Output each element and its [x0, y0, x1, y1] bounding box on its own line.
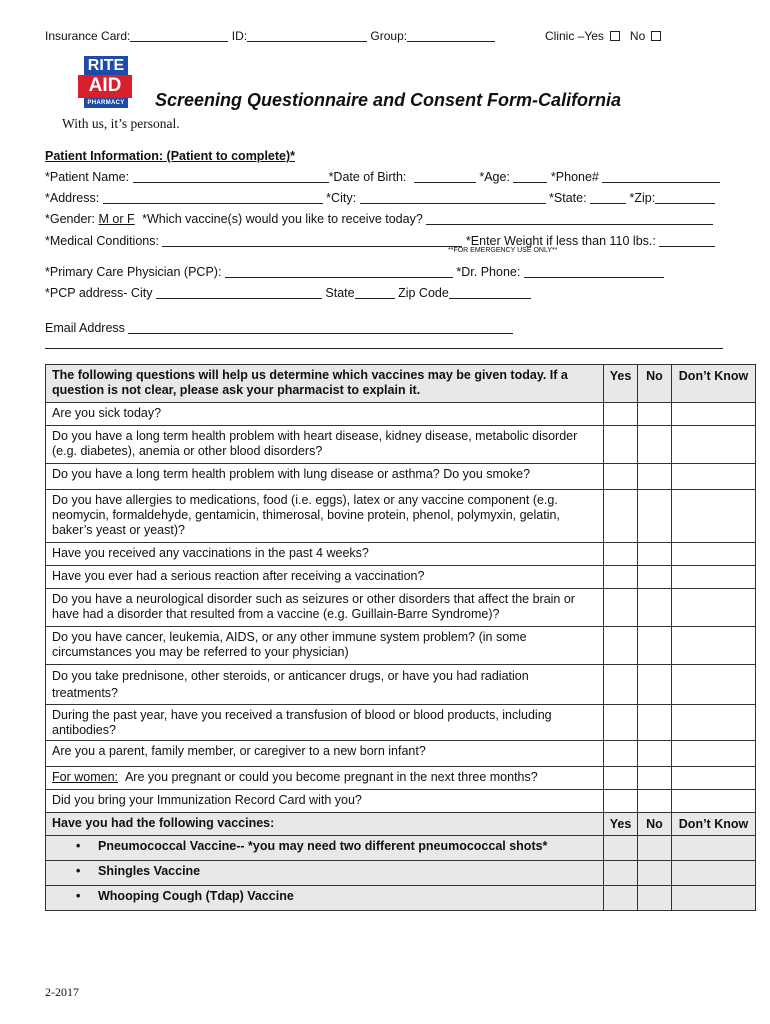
answer-dont-know-cell[interactable]	[672, 836, 756, 861]
bullet-icon: •	[76, 889, 81, 903]
question-text: Do you have allergies to medications, food (i.e. eggs), latex or any vaccine component (e.g. neomycin, formaldehyde, gentamicin, thimerosal, bovine protein, phenol, polymyxin, gelatin, baker’s yeast or yeast)?	[46, 490, 604, 543]
pcp-state-field[interactable]	[355, 287, 395, 299]
answer-yes-cell[interactable]	[604, 464, 638, 490]
women-label: For women:	[52, 770, 118, 784]
clinic-no-checkbox[interactable]	[651, 31, 661, 41]
patient-name-label: *Patient Name:	[45, 170, 130, 184]
answer-dont-know-cell[interactable]	[672, 403, 756, 426]
email-field[interactable]	[128, 322, 513, 334]
table-row	[46, 741, 756, 767]
clinic-no-label: No	[629, 29, 646, 43]
question-text: Are you sick today?	[46, 403, 604, 426]
insurance-field[interactable]	[130, 29, 228, 42]
group-label: Group:	[370, 29, 408, 43]
clinic-yes-checkbox[interactable]	[610, 31, 620, 41]
row-gender	[45, 212, 713, 226]
weight-label: *Enter Weight if less than 110 lbs.:	[465, 234, 656, 248]
vaccine-label: *Which vaccine(s) would you like to receive today?	[142, 212, 423, 226]
answer-no-cell[interactable]	[638, 790, 672, 813]
question-text: Do you take prednisone, other steroids, or anticancer drugs, or have you had radiation treatments?	[46, 665, 604, 705]
pcp-zip-field[interactable]	[449, 287, 531, 299]
answer-dont-know-cell[interactable]	[672, 705, 756, 741]
answer-yes-cell[interactable]	[604, 886, 638, 911]
col-no-header: No	[638, 365, 672, 403]
answer-no-cell[interactable]	[638, 886, 672, 911]
table-row	[46, 426, 756, 464]
city-field[interactable]	[360, 192, 546, 204]
logo-aid: AID	[78, 75, 132, 98]
pcp-field[interactable]	[225, 266, 453, 278]
answer-no-cell[interactable]	[638, 566, 672, 589]
gender-value[interactable]: M or F	[98, 212, 135, 226]
answer-dont-know-cell[interactable]	[672, 741, 756, 767]
bullet-icon: •	[76, 864, 81, 878]
table-row	[46, 665, 756, 705]
question-text: Do you have a long term health problem with lung disease or asthma? Do you smoke?	[46, 464, 604, 490]
question-text: Did you bring your Immunization Record Card with you?	[46, 790, 604, 813]
answer-yes-cell[interactable]	[604, 403, 638, 426]
answer-dont-know-cell[interactable]	[672, 543, 756, 566]
table-row	[46, 403, 756, 426]
vaccine-item	[46, 836, 604, 861]
answer-no-cell[interactable]	[638, 767, 672, 790]
answer-yes-cell[interactable]	[604, 836, 638, 861]
answer-no-cell[interactable]	[638, 426, 672, 464]
table-row	[46, 627, 756, 665]
dob-field[interactable]	[414, 171, 476, 183]
gender-label: *Gender:	[45, 212, 96, 226]
answer-yes-cell[interactable]	[604, 665, 638, 705]
phone-field[interactable]	[602, 171, 720, 183]
question-text: Do you have cancer, leukemia, AIDS, or any other immune system problem? (in some circumstances you may be referred to your physician)	[46, 627, 604, 665]
answer-yes-cell[interactable]	[604, 790, 638, 813]
logo-pharmacy: PHARMACY	[84, 98, 128, 108]
id-field[interactable]	[247, 29, 367, 42]
table-header-text: The following questions will help us determine which vaccines may be given today. If a question is not clear, please ask your pharmacist to explain it.	[46, 365, 604, 403]
rite-aid-logo	[78, 56, 132, 112]
answer-dont-know-cell[interactable]	[672, 490, 756, 543]
row-address	[45, 191, 715, 205]
answer-no-cell[interactable]	[638, 490, 672, 543]
age-label: *Age:	[479, 170, 510, 184]
logo-rite: RITE	[84, 56, 128, 75]
row-pcp-address	[45, 286, 531, 300]
city-label: *City:	[326, 191, 357, 205]
answer-dont-know-cell[interactable]	[672, 589, 756, 627]
zip-label: *Zip:	[629, 191, 656, 205]
pcp-label: *Primary Care Physician (PCP):	[45, 265, 222, 279]
answer-dont-know-cell[interactable]	[672, 790, 756, 813]
col-dont-know-header: Don’t Know	[672, 365, 756, 403]
table-header-row	[46, 365, 756, 403]
answer-yes-cell[interactable]	[604, 426, 638, 464]
clinic-yes-label: Clinic –Yes	[545, 29, 604, 43]
pcp-zip-label: Zip Code	[398, 286, 449, 300]
row-patient-name	[45, 170, 720, 184]
table-row	[46, 464, 756, 490]
patient-info-title: Patient Information: (Patient to complete)*	[45, 149, 296, 163]
question-text: During the past year, have you received a transfusion of blood or blood products, including antibodies?	[46, 705, 604, 741]
medical-label: *Medical Conditions:	[45, 234, 159, 248]
table-row	[46, 790, 756, 813]
patient-name-field[interactable]	[133, 171, 329, 183]
question-text: Do you have a long term health problem with heart disease, kidney disease, metabolic disorder (e.g. diabetes), anemia or other blood disorders?	[46, 426, 604, 464]
answer-yes-cell[interactable]	[604, 627, 638, 665]
question-text: Do you have a neurological disorder such as seizures or other disorders that affect the brain or have had a disorder that resulted from a vaccine (e.g. Guillain-Barre Syndrome)?	[46, 589, 604, 627]
screening-table	[45, 364, 756, 911]
table-row	[46, 490, 756, 543]
vaccine-item	[46, 861, 604, 886]
pcp-city-label: *PCP address- City	[45, 286, 153, 300]
state-label: *State:	[549, 191, 587, 205]
answer-no-cell[interactable]	[638, 464, 672, 490]
clinic-line	[545, 29, 671, 43]
form-title: Screening Questionnaire and Consent Form-California	[155, 90, 622, 110]
answer-no-cell[interactable]	[638, 403, 672, 426]
vaccines-header-row	[46, 813, 756, 836]
vaccine-label: Pneumococcal Vaccine-- *you may need two different pneumococcal shots*	[98, 839, 548, 853]
weight-field[interactable]	[659, 235, 715, 247]
table-row	[46, 886, 756, 911]
answer-yes-cell[interactable]	[604, 705, 638, 741]
zip-field[interactable]	[655, 192, 715, 204]
col-yes-header: Yes	[604, 365, 638, 403]
answer-yes-cell[interactable]	[604, 861, 638, 886]
phone-label: *Phone#	[550, 170, 599, 184]
answer-dont-know-cell[interactable]	[672, 426, 756, 464]
vaccine-label: Whooping Cough (Tdap) Vaccine	[98, 889, 294, 903]
dr-phone-label: *Dr. Phone:	[456, 265, 521, 279]
email-label: Email Address	[45, 321, 125, 335]
answer-no-cell[interactable]	[638, 705, 672, 741]
question-text: Have you ever had a serious reaction after receiving a vaccination?	[46, 566, 604, 589]
table-row	[46, 836, 756, 861]
id-label: ID:	[231, 29, 248, 43]
answer-yes-cell[interactable]	[604, 566, 638, 589]
answer-no-cell[interactable]	[638, 741, 672, 767]
answer-dont-know-cell[interactable]	[672, 665, 756, 705]
row-medical	[45, 234, 715, 248]
emergency-note: **FOR EMERGENCY USE ONLY**	[448, 247, 558, 254]
answer-dont-know-cell[interactable]	[672, 886, 756, 911]
address-label: *Address:	[45, 191, 100, 205]
answer-dont-know-cell[interactable]	[672, 566, 756, 589]
col-no-header: No	[638, 813, 672, 836]
answer-dont-know-cell[interactable]	[672, 464, 756, 490]
table-row	[46, 861, 756, 886]
row-email	[45, 321, 513, 335]
col-dont-know-header: Don’t Know	[672, 813, 756, 836]
answer-no-cell[interactable]	[638, 665, 672, 705]
address-field[interactable]	[103, 192, 323, 204]
header-line	[45, 29, 495, 43]
medical-field[interactable]	[162, 235, 462, 247]
pcp-city-field[interactable]	[156, 287, 322, 299]
state-field[interactable]	[590, 192, 626, 204]
answer-no-cell[interactable]	[638, 861, 672, 886]
women-question: Are you pregnant or could you become pregnant in the next three months?	[124, 770, 538, 784]
form-version: 2-2017	[45, 985, 79, 999]
insurance-label: Insurance Card:	[45, 29, 131, 43]
bullet-icon: •	[76, 839, 81, 853]
answer-yes-cell[interactable]	[604, 543, 638, 566]
vaccines-header-text: Have you had the following vaccines:	[46, 813, 604, 836]
question-text-women	[46, 767, 604, 790]
answer-no-cell[interactable]	[638, 543, 672, 566]
divider-line	[45, 348, 723, 349]
answer-yes-cell[interactable]	[604, 490, 638, 543]
vaccine-item	[46, 886, 604, 911]
tagline: With us, it’s personal.	[62, 116, 180, 131]
pcp-state-label: State	[325, 286, 355, 300]
question-text: Are you a parent, family member, or caregiver to a new born infant?	[46, 741, 604, 767]
answer-no-cell[interactable]	[638, 627, 672, 665]
answer-yes-cell[interactable]	[604, 741, 638, 767]
answer-no-cell[interactable]	[638, 836, 672, 861]
vaccine-label: Shingles Vaccine	[98, 864, 201, 878]
dob-label: *Date of Birth:	[328, 170, 407, 184]
answer-yes-cell[interactable]	[604, 767, 638, 790]
vaccine-field[interactable]	[426, 213, 713, 225]
group-field[interactable]	[407, 29, 495, 42]
question-text: Have you received any vaccinations in the past 4 weeks?	[46, 543, 604, 566]
answer-no-cell[interactable]	[638, 589, 672, 627]
answer-dont-know-cell[interactable]	[672, 767, 756, 790]
answer-dont-know-cell[interactable]	[672, 627, 756, 665]
age-field[interactable]	[513, 171, 547, 183]
row-pcp	[45, 265, 664, 279]
table-row	[46, 589, 756, 627]
table-row	[46, 566, 756, 589]
answer-dont-know-cell[interactable]	[672, 861, 756, 886]
table-row	[46, 705, 756, 741]
table-row	[46, 543, 756, 566]
dr-phone-field[interactable]	[524, 266, 664, 278]
table-row	[46, 767, 756, 790]
col-yes-header: Yes	[604, 813, 638, 836]
answer-yes-cell[interactable]	[604, 589, 638, 627]
